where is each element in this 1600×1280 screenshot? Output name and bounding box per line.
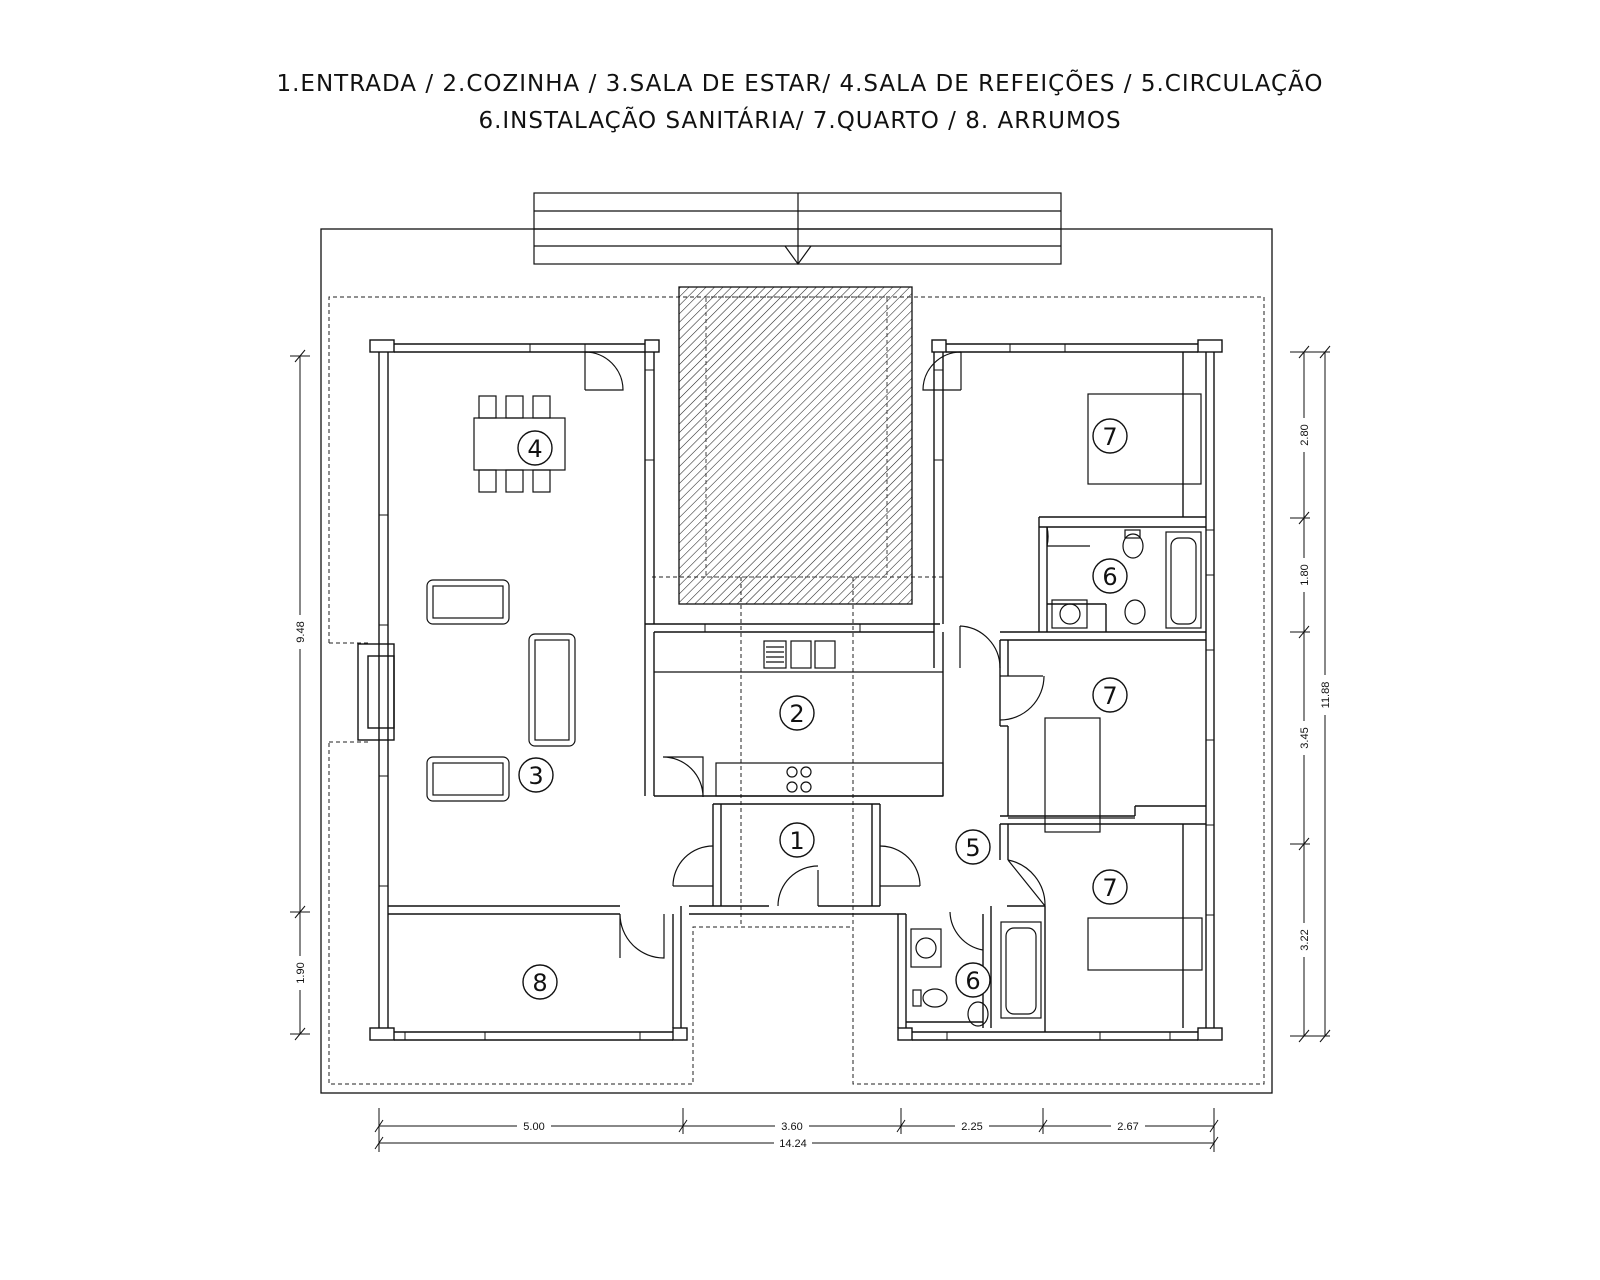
dim-left-1: 9.48	[295, 621, 307, 643]
dim-left-2: 1.90	[295, 962, 307, 984]
room-number-quarto-top: 7	[1102, 423, 1118, 451]
dim-bottom-2: 3.60	[781, 1121, 803, 1133]
dim-bottom-4: 2.67	[1117, 1121, 1139, 1133]
room-number-arrumos: 8	[532, 969, 548, 997]
dim-right-1: 2.80	[1299, 424, 1311, 446]
patio	[679, 287, 912, 604]
room-number-wc-bottom: 6	[965, 967, 981, 995]
dim-bottom-1: 5.00	[523, 1121, 545, 1133]
legend-line-1: 1.ENTRADA / 2.COZINHA / 3.SALA DE ESTAR/ 4.SALA DE REFEIÇÕES / 5.CIRCULAÇÃO	[276, 71, 1324, 97]
sofas	[427, 580, 575, 801]
dim-right-3: 3.45	[1299, 727, 1311, 749]
room-number-entrada: 1	[789, 827, 805, 855]
room-number-sala-estar: 3	[528, 762, 544, 790]
dim-right-total: 11.88	[1320, 681, 1332, 709]
room-number-circulacao: 5	[965, 834, 981, 862]
legend-line-2: 6.INSTALAÇÃO SANITÁRIA/ 7.QUARTO / 8. ARRUMOS	[478, 108, 1122, 134]
room-number-quarto-bottom: 7	[1102, 874, 1118, 902]
dim-right-4: 3.22	[1299, 929, 1311, 951]
dim-bottom-total: 14.24	[779, 1138, 807, 1150]
entry-steps	[534, 193, 1061, 264]
room-number-quarto-mid: 7	[1102, 682, 1118, 710]
dim-right-2: 1.80	[1299, 564, 1311, 586]
room-number-sala-refeicoes: 4	[527, 435, 543, 463]
dim-bottom-3: 2.25	[961, 1121, 983, 1133]
room-number-cozinha: 2	[789, 700, 805, 728]
room-number-wc-top: 6	[1102, 563, 1118, 591]
